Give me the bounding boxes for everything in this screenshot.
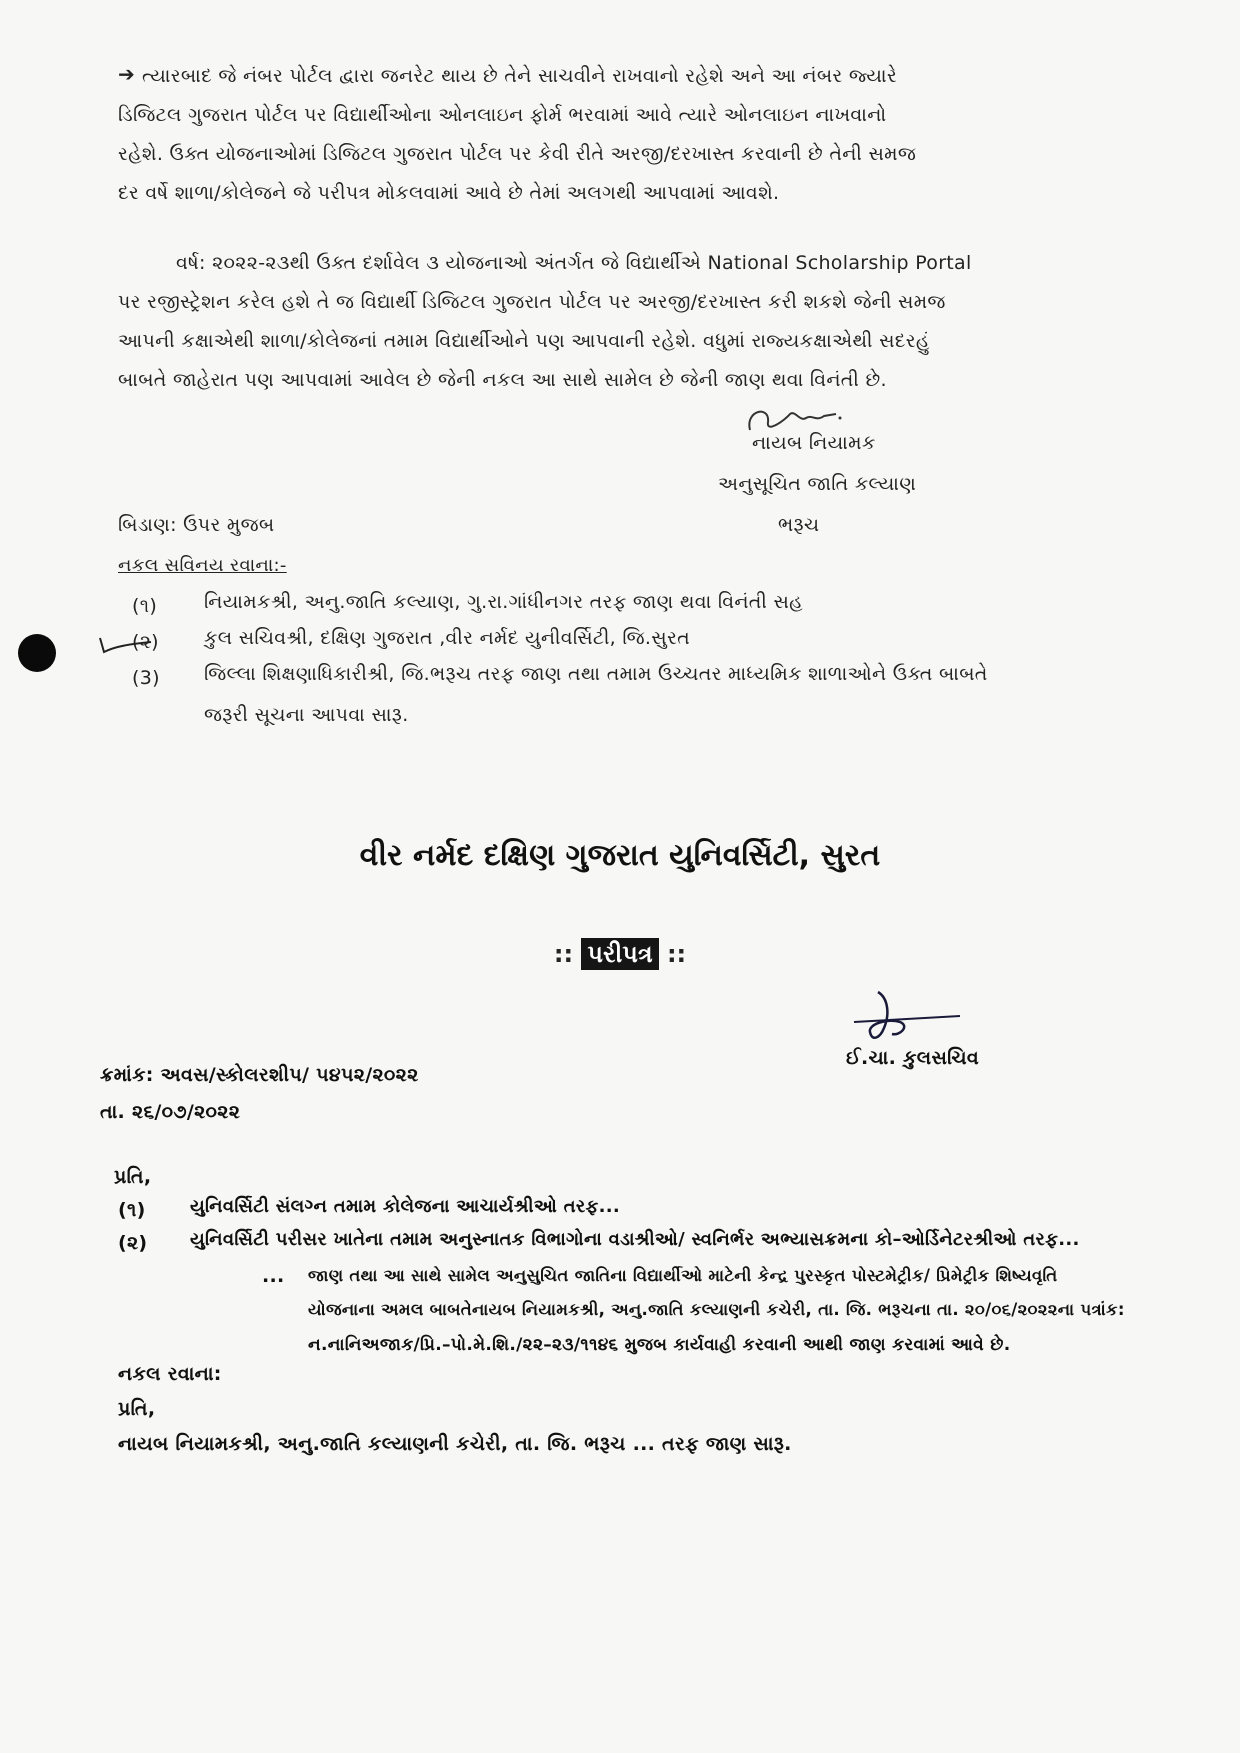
handwritten-tick-mark	[96, 630, 156, 656]
recipient-text: યુનિવર્સિટી પરીસર ખાતેના તમામ અનુસ્નાતક વિભાગોના વડાશ્રીઓ/ સ્વનિર્ભર અભ્યાસક્રમના કો–ઓર્ડિનેટરશ્રીઓ તરફ...	[190, 1229, 1080, 1250]
copy-item-text: જિલ્લા શિક્ષણાધિકારીશ્રી, જિ.ભરૂચ તરફ જાણ તથા તમામ ઉચ્ચતર માધ્યમિક શાળાઓને ઉક્ત બાબતે	[204, 663, 988, 685]
body-line-3: ન.નાનિઅજાક/પ્રિ.–પો.મે.શિ./૨૨–૨૩/૧૧૪૬ મુજબ કાર્યવાહી કરવાની આથી જાણ કરવામાં આવે છે.	[308, 1335, 1011, 1355]
punch-hole-mark	[18, 634, 56, 672]
body-line-1: જાણ તથા આ સાથે સામેલ અનુસુચિત જાતિના વિદ્યાર્થીઓ માટેની કેન્દ્ર પુરસ્કૃત પોસ્ટમેટ્રીક/ પ્રિમેટ્રીક શિષ્યવૃતિ	[308, 1266, 1058, 1285]
para2-line-4: બાબતે જાહેરાત પણ આપવામાં આવેલ છે જેની નકલ આ સાથે સામેલ છે જેની જાણ થવા વિનંતી છે.	[118, 369, 887, 391]
recipient-text: યુનિવર્સિટી સંલગ્ન તમામ કોલેજના આચાર્યશ્રીઓ તરફ...	[190, 1196, 621, 1217]
para2-line-2: પર રજીસ્ટ્રેશન કરેલ હશે તે જ વિદ્યાર્થી ડિજિટલ ગુજરાત પોર્ટલ પર અરજી/દરખાસ્ત કરી શકશે જેની સમજ	[118, 291, 946, 313]
signatory-dept: અનુસૂચિત જાતિ કલ્યાણ	[718, 473, 917, 495]
registrar-designation: ઈ.ચા. કુલસચિવ	[846, 1047, 980, 1069]
para2-line-1: વર્ષ: ૨૦૨૨-૨૩થી ઉક્ત દર્શાવેલ ૩ યોજનાઓ અંતર્ગત જે વિદ્યાર્થીએ National Scholarship Portal	[176, 252, 972, 274]
recipient-number: (૧)	[118, 1199, 146, 1221]
body-ellipsis: ...	[262, 1265, 285, 1287]
signatory-place: ભરૂચ	[778, 514, 820, 536]
recipients-heading: પ્રતિ,	[114, 1166, 152, 1188]
para1-line-4: દર વર્ષે શાળા/કોલેજને જે પરીપત્ર મોકલવામાં આવે છે તેમાં અલગથી આપવામાં આવશે.	[118, 182, 780, 204]
circular-label-text: પરીપત્ર	[581, 938, 658, 970]
circular-copy-heading: નકલ રવાના:	[118, 1363, 222, 1385]
enclosure-note: બિડાણ: ઉપર મુજબ	[118, 514, 275, 536]
arrow-icon: ➔	[118, 62, 136, 86]
circular-copy-to: પ્રતિ,	[118, 1398, 156, 1420]
recipient-number: (૨)	[118, 1232, 148, 1254]
para2-line-3: આપની કક્ષાએથી શાળા/કોલેજનાં તમામ વિદ્યાર્થીઓને પણ આપવાની રહેશે. વધુમાં રાજ્યકક્ષાએથી સદરહું	[118, 330, 930, 352]
circular-copy-line: નાયબ નિયામકશ્રી, અનુ.જાતિ કલ્યાણની કચેરી, તા. જિ. ભરૂચ ... તરફ જાણ સારૂ.	[118, 1433, 792, 1455]
university-title: વીર નર્મદ દક્ષિણ ગુજરાત યુનિવર્સિટી, સુરત	[359, 838, 881, 873]
body-line-2: યોજનાના અમલ બાબતેનાયબ નિયામકશ્રી, અનુ.જાતિ કલ્યાણની કચેરી, તા. જિ. ભરૂચના તા. ૨૦/૦૬/૨૦૨૨ના પત્રાંક:	[308, 1300, 1125, 1319]
circular-date: તા. ૨૬/૦૭/૨૦૨૨	[100, 1101, 241, 1123]
copy-item-text: નિયામકશ્રી, અનુ.જાતિ કલ્યાણ, ગુ.રા.ગાંધીનગર તરફ જાણ થવા વિનંતી સહ	[204, 591, 803, 613]
para1-line-2: ડિજિટલ ગુજરાત પોર્ટલ પર વિદ્યાર્થીઓના ઓનલાઇન ફોર્મ ભરવામાં આવે ત્યારે ઓનલાઇન નાખવાનો	[118, 104, 887, 126]
copy-item-text: કુલ સચિવશ્રી, દક્ષિણ ગુજરાત ,વીર નર્મદ યુનીવર્સિટી, જિ.સુરત	[204, 627, 690, 649]
label-suffix: ::	[666, 940, 687, 968]
para1-line-3: રહેશે. ઉક્ત યોજનાઓમાં ડિજિટલ ગુજરાત પોર્ટલ પર કેવી રીતે અરજી/દરખાસ્ત કરવાની છે તેની સમજ	[118, 143, 917, 165]
copy-number: (૧)	[132, 595, 158, 617]
letter-copy-heading: નકલ સવિનય રવાના:-	[118, 555, 287, 576]
signatory-title: નાયબ નિયામક	[752, 432, 876, 454]
label-prefix: ::	[553, 940, 574, 968]
circular-label	[0, 940, 1240, 968]
para1-line-1: ત્યારબાદ જે નંબર પોર્ટલ દ્વારા જનરેટ થાય છે તેને સાચવીને રાખવાનો રહેશે અને આ નંબર જ્યારે	[142, 65, 898, 87]
copy-item-text: જરૂરી સૂચના આપવા સારૂ.	[204, 704, 409, 726]
reference-number: ક્રમાંક: અવસ/સ્કોલરશીપ/ ૫૪૫૨/૨૦૨૨	[100, 1064, 419, 1086]
signature-registrar	[848, 988, 968, 1050]
copy-number: (3)	[132, 667, 160, 689]
copy-number: (૨)	[132, 631, 159, 653]
